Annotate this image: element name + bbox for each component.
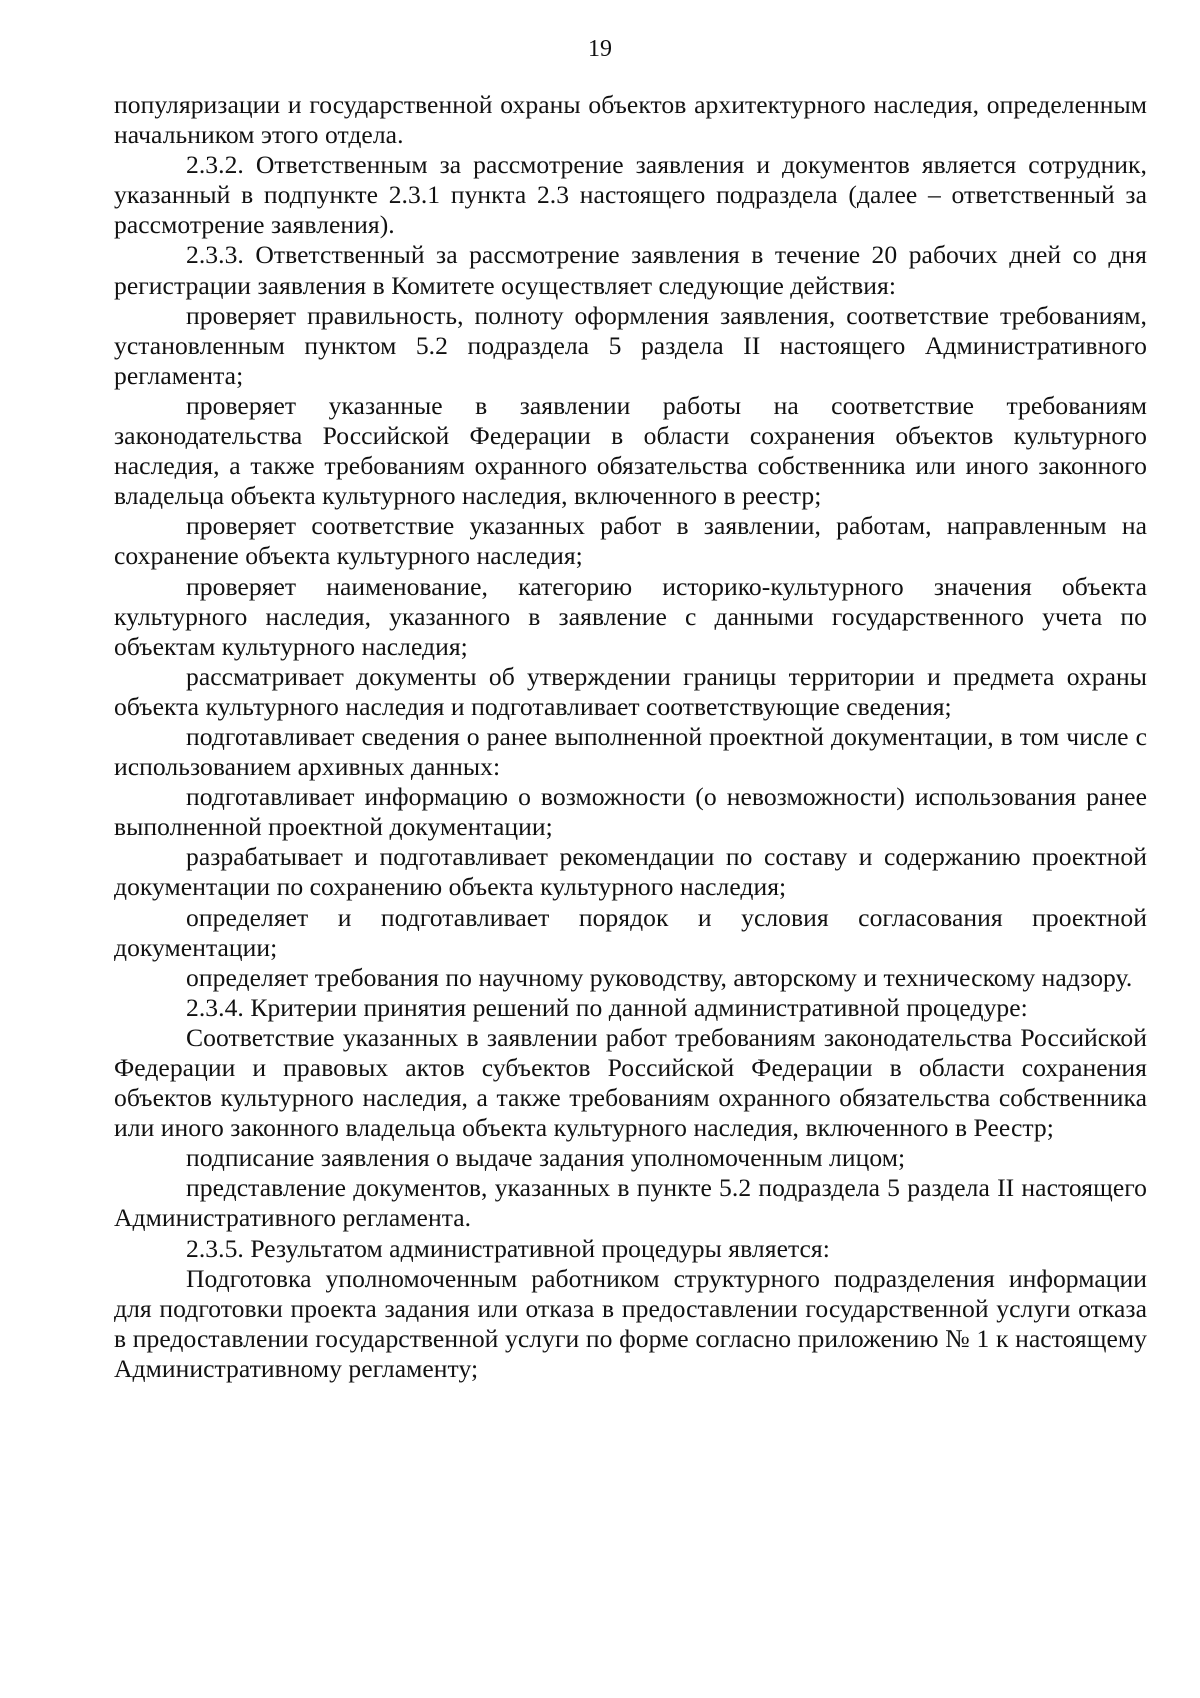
paragraph-2-3-5: 2.3.5. Результатом административной процедуры является: bbox=[186, 1233, 830, 1263]
paragraph-2-3-2: 2.3.2. Ответственным за рассмотрение заявления и документов является сотрудник, указанный в подпункте 2.3.1 пункта 2.3 настоящего подраздела (далее – ответственный за рассмотрение заявления). bbox=[114, 150, 1147, 240]
paragraph-defines-supervision: определяет требования по научному руководству, авторскому и техническому надзору. bbox=[186, 962, 1133, 992]
paragraph-reviews-boundaries: рассматривает документы об утверждении границы территории и предмета охраны объекта культурного наследия и подготавливает соответствующие сведения; bbox=[114, 661, 1147, 721]
paragraph-defines-approval-order: определяет и подготавливает порядок и условия согласования проектной документации; bbox=[114, 902, 1147, 962]
paragraph-develops-recommendations: разрабатывает и подготавливает рекомендации по составу и содержанию проектной документации по сохранению объекта культурного наследия; bbox=[114, 842, 1147, 902]
paragraph-checks-name-category: проверяет наименование, категорию историко-культурного значения объекта культурного наследия, указанного в заявление с данными государственного учета по объектам культурного наследия; bbox=[114, 571, 1147, 661]
paragraph-prepares-possibility: подготавливает информацию о возможности (о невозможности) использования ранее выполненной проектной документации; bbox=[114, 782, 1147, 842]
paragraph-result-preparation: Подготовка уполномоченным работником структурного подразделения информации для подготовки проекта задания или отказа в предоставлении государственной услуги отказа в предоставлении государственной услуги по форме согласно приложению № 1 к настоящему Административному регламенту; bbox=[114, 1263, 1147, 1383]
paragraph-criterion-signing: подписание заявления о выдаче задания уполномоченным лицом; bbox=[186, 1143, 906, 1173]
document-body bbox=[114, 90, 1147, 1384]
paragraph-checks-correctness: проверяет правильность, полноту оформления заявления, соответствие требованиям, установленным пунктом 5.2 подраздела 5 раздела II настоящего Административного регламента; bbox=[114, 300, 1147, 390]
paragraph-criterion-documents: представление документов, указанных в пункте 5.2 подраздела 5 раздела II настоящего Административного регламента. bbox=[114, 1173, 1147, 1233]
paragraph-2-3-4: 2.3.4. Критерии принятия решений по данной административной процедуре: bbox=[186, 992, 1028, 1022]
paragraph-prepares-info-documentation: подготавливает сведения о ранее выполненной проектной документации, в том числе с использованием архивных данных: bbox=[114, 721, 1147, 782]
page-number: 19 bbox=[588, 36, 612, 62]
paragraph-2-3-3: 2.3.3. Ответственный за рассмотрение заявления в течение 20 рабочих дней со дня регистрации заявления в Комитете осуществляет следующие действия: bbox=[114, 240, 1147, 300]
paragraph-popularization: популяризации и государственной охраны объектов архитектурного наследия, определенным начальником этого отдела. bbox=[114, 90, 1147, 150]
paragraph-criterion-conformity: Соответствие указанных в заявлении работ требованиям законодательства Российской Федерации и правовых актов субъектов Российской Федерации в области сохранения объектов культурного наследия, а также требованиям охранного обязательства собственника или иного законного владельца объекта культурного наследия, включенного в Реестр; bbox=[114, 1022, 1147, 1143]
paragraph-checks-conformity: проверяет соответствие указанных работ в заявлении, работам, направленным на сохранение объекта культурного наследия; bbox=[114, 511, 1147, 571]
paragraph-checks-works: проверяет указанные в заявлении работы на соответствие требованиям законодательства Российской Федерации в области сохранения объектов культурного наследия, а также требованиям охранного обязательства собственника или иного законного владельца объекта культурного наследия, включенного в реестр; bbox=[114, 390, 1147, 511]
